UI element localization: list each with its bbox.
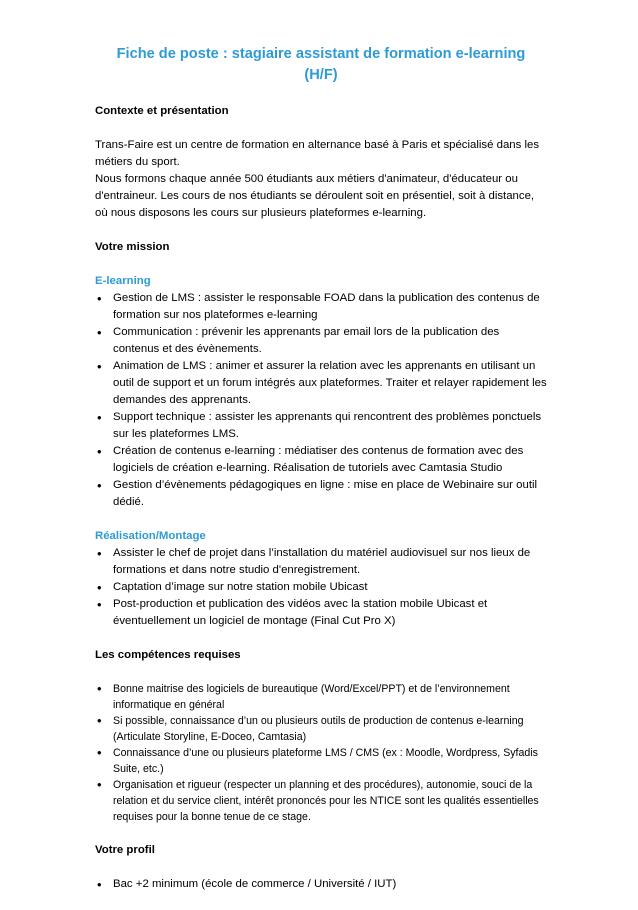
- list-item: • Gestion de LMS : assister le responsable FOAD dans la publication des contenus de formation sur nos plateformes e-learning: [95, 290, 547, 324]
- list-item: • Captation d’image sur notre station mobile Ubicast: [95, 579, 547, 596]
- elearning-list: [95, 290, 547, 511]
- page-title: Fiche de poste : stagiaire assistant de formation e-learning (H/F): [116, 46, 526, 83]
- list-item: • Bonne maitrise des logiciels de bureautique (Word/Excel/PPT) et de l’environnement informatique en général: [95, 681, 547, 713]
- elearning-section: [95, 273, 547, 511]
- montage-subheading: Réalisation/Montage: [95, 530, 206, 542]
- list-item: • Gestion d’évènements pédagogiques en ligne : mise en place de Webinaire sur outil dédié.: [95, 477, 547, 511]
- elearning-subheading: E-learning: [95, 275, 151, 287]
- context-heading: Contexte et présentation: [95, 105, 229, 117]
- context-paragraph: Nous formons chaque année 500 étudiants aux métiers d'animateur, d'éducateur ou d'entraineur. Les cours de nos étudiants se déroulent soit en présentiel, soit à distance, où nous disposons les cours sur plusieurs plateformes e-learning.: [95, 173, 535, 219]
- list-item: • Création de contenus e-learning : médiatiser des contenus de formation avec des logiciels de création e-learning. Réalisation de tutoriels avec Camtasia Studio: [95, 443, 547, 477]
- profile-list: [95, 876, 547, 893]
- profile-section: [95, 876, 547, 893]
- skills-list: [95, 681, 547, 825]
- context-paragraph: Trans-Faire est un centre de formation en alternance basé à Paris et spécialisé dans les métiers du sport.: [95, 139, 540, 168]
- list-item: • Connaissance d’une ou plusieurs plateforme LMS / CMS (ex : Moodle, Wordpress, Syfadis Suite, etc.): [95, 745, 547, 777]
- mission-heading: Votre mission: [95, 241, 170, 253]
- list-item: • Organisation et rigueur (respecter un planning et des procédures), autonomie, souci de la relation et du service client, intérêt prononcés pour les NTICE sont les qualités essentielles requises pour la bonne tenue de ce stage.: [95, 777, 547, 825]
- list-item: • Support technique : assister les apprenants qui rencontrent des problèmes ponctuels sur les plateformes LMS.: [95, 409, 547, 443]
- list-item: • Animation de LMS : animer et assurer la relation avec les apprenants en utilisant un outil de support et un forum intégrés aux plateformes. Traiter et relayer rapidement les demandes des apprenants.: [95, 358, 547, 409]
- profile-heading: Votre profil: [95, 844, 155, 856]
- document-page: [95, 44, 547, 910]
- montage-list: [95, 545, 547, 630]
- list-item: • Bac +2 minimum (école de commerce / Université / IUT): [95, 876, 547, 893]
- list-item: • Assister le chef de projet dans l’installation du matériel audiovisuel sur nos lieux de formations et dans notre studio d'enregistrement.: [95, 545, 547, 579]
- list-item: • Si possible, connaissance d’un ou plusieurs outils de production de contenus e-learning (Articulate Storyline, E-Doceo, Camtasia): [95, 713, 547, 745]
- montage-section: [95, 528, 547, 630]
- context-section: [95, 137, 547, 222]
- list-item: • Communication : prévenir les apprenants par email lors de la publication des contenus et des évènements.: [95, 324, 547, 358]
- skills-section: [95, 681, 547, 825]
- list-item: • Post-production et publication des vidéos avec la station mobile Ubicast et éventuellement un logiciel de montage (Final Cut Pro X): [95, 596, 547, 630]
- skills-heading: Les compétences requises: [95, 649, 241, 661]
